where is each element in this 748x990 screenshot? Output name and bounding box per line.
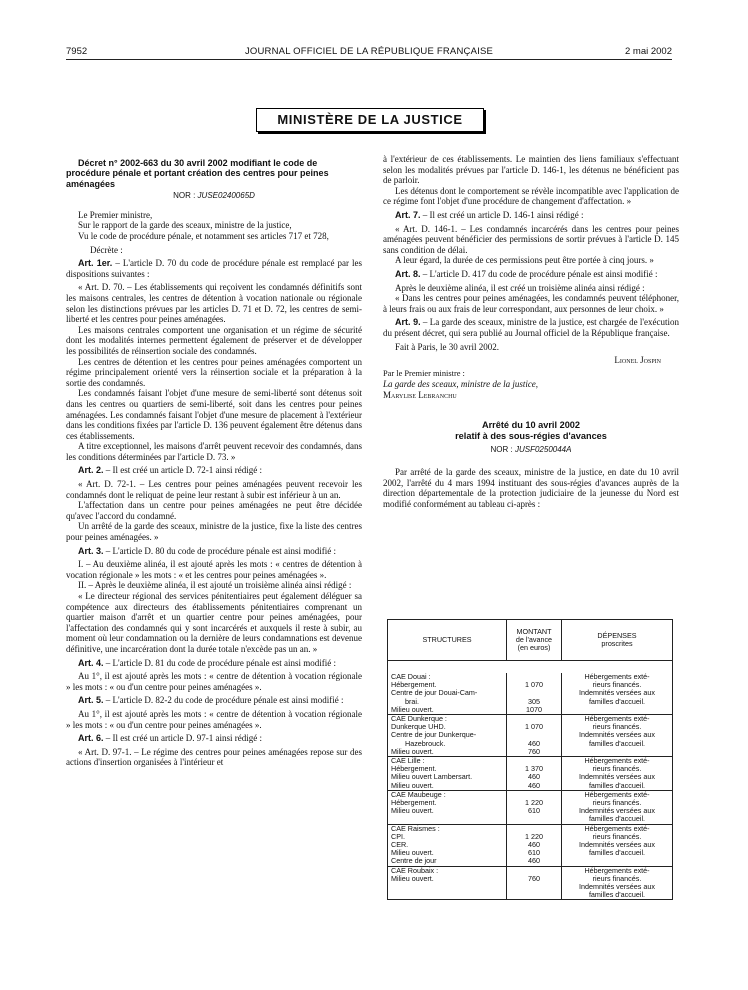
paragraph: Sur le rapport de la garde des sceaux, ministre de la justice,	[78, 220, 292, 231]
col-structures: STRUCTURES	[388, 620, 507, 661]
paragraph: A titre exceptionnel, les maisons d'arrêt peuvent recevoir des condamnés, dans les conditions déterminées par l'article D. 73. »	[66, 441, 362, 462]
paragraph: Au 1°, il est ajouté après les mots : « centre de détention à vocation régionale » les mots : « ou d'un centre pour peines aménagées ».	[66, 708, 362, 730]
page-number: 7952	[66, 46, 88, 57]
paragraph: Un arrêté de la garde des sceaux, ministre de la justice, fixe la liste des centres pour peines aménagées. »	[66, 521, 362, 543]
signatory-role-name: Marylise Lebranchu	[383, 389, 457, 400]
paragraph: Le Premier ministre,	[78, 209, 153, 220]
decree-title: Décret n° 2002-663 du 30 avril 2002 modifiant le code de procédure pénale et portant création des centres pour peines aménagées	[66, 158, 329, 189]
paragraph: « Art. D. 72-1. – Les centres pour peines aménagées peuvent recevoir les condamnés dont le reliquat de peine leur restant à subir est inférieur à un an.	[66, 479, 362, 500]
paragraph: « Dans les centres pour peines aménagées, les condamnés peuvent téléphoner, à leurs frais ou aux frais de leur correspondant, aux personnes de leur choix. »	[383, 293, 679, 314]
table-header-row	[388, 620, 673, 661]
article-4: Art. 4. – L'article D. 81 du code de procédure pénale est ainsi modifié :	[78, 657, 337, 668]
article-6: Art. 6. – Il est créé un article D. 97-1 ainsi rédigé :	[78, 733, 262, 744]
arrete-title: Arrêté du 10 avril 2002 relatif à des sous-régies d'avances	[455, 420, 607, 442]
article-label: Art. 6.	[78, 733, 104, 744]
paragraph: I. – Au deuxième alinéa, il est ajouté après les mots : « centres de détention à vocation régionale » les mots : « et les centres pour peines aménagées ».	[66, 559, 362, 580]
article-5: Art. 5. – L'article D. 82-2 du code de procédure pénale est ainsi modifié :	[78, 695, 344, 706]
place-date: Fait à Paris, le 30 avril 2002.	[395, 341, 499, 352]
article-label: Art. 3.	[78, 545, 104, 556]
subregie-table	[387, 619, 673, 900]
right-column	[383, 154, 679, 510]
table-row: CAE Douai : Hébergement. Centre de jour Douai-Cam- brai. Milieu ouvert. 1 070 305 1070 Hébergements exté- rieurs financés. Indemnités versées aux familles d'accueil.	[388, 673, 673, 715]
paragraph: « Art. D. 146-1. – Les condamnés incarcérés dans les centres pour peines aménagées peuvent bénéficier des permissions de sortir prévues à l'article D. 145 sans condition de délai.	[383, 223, 679, 255]
signatory-par: Par le Premier ministre :	[383, 368, 465, 378]
col-depenses: DÉPENSES proscrites	[562, 620, 673, 661]
article-7: Art. 7. – Il est créé un article D. 146-1 ainsi rédigé :	[395, 209, 584, 220]
left-column	[66, 158, 362, 768]
article-label: Art. 7.	[395, 209, 421, 220]
arrete-nor-code: JUSF0250044A	[514, 444, 572, 454]
paragraph: Vu le code de procédure pénale, et notamment ses articles 717 et 728,	[78, 231, 329, 241]
article-8: Art. 8. – L'article D. 417 du code de procédure pénale est ainsi modifié :	[395, 268, 658, 279]
header-rule	[66, 59, 672, 60]
decree-nor: NOR : JUSE0240065D	[173, 191, 255, 201]
paragraph: Les centres de détention et les centres pour peines aménagées comportent un régime principalement orienté vers la réinsertion sociale et la préparation à la sortie des condamnés.	[66, 356, 362, 388]
article-label: Art. 5.	[78, 695, 104, 706]
table-row: CAE Roubaix : Milieu ouvert. 760 Hébergements exté- rieurs financés. Indemnités versées aux familles d'accueil.	[388, 866, 673, 900]
paragraph: Décrète :	[90, 244, 123, 255]
paragraph: « Art. D. 97-1. – Le régime des centres pour peines aménagées repose sur des actions d'insertion organisées à l'intérieur et	[66, 746, 362, 768]
table-row: CAE Lille : Hébergement. Milieu ouvert Lambersart. Milieu ouvert. 1 370 460 460 Hébergements exté- rieurs financés. Indemnités versées aux familles d'accueil.	[388, 757, 673, 791]
article-9: Art. 9. – La garde des sceaux, ministre de la justice, est chargée de l'exécution du présent décret, qui sera publié au Journal officiel de la République française.	[383, 317, 679, 338]
paragraph: « Le directeur régional des services pénitentiaires peut également déléguer sa compétence aux directeurs des établissements pénitentiaires comprenant un quartier maison d'arrêt et un quartier centre pour peines aménagées, pour l'affectation des condamnés qui y sont incarcérés et auxquels il reste à subir, au moment où leur condamnation ou la dernière de leurs condamnations est devenue définitive, une incarcération dont la durée totale n'excède pas un an. »	[66, 591, 362, 654]
issue-date: 2 mai 2002	[624, 46, 672, 57]
signatory-role: La garde des sceaux, ministre de la justice,	[383, 379, 539, 390]
journal-title: JOURNAL OFFICIEL DE LA RÉPUBLIQUE FRANÇAISE	[244, 46, 494, 57]
article-label: Art. 2.	[78, 465, 104, 476]
col-montant: MONTANT de l'avance (en euros)	[507, 620, 562, 661]
paragraph: Les détenus dont le comportement se révèle incompatible avec l'application de ce régime font l'objet d'une procédure de changement d'affectation. »	[383, 185, 679, 207]
page-header	[66, 46, 672, 60]
article-label: Art. 9.	[395, 317, 421, 328]
paragraph: L'affectation dans un centre pour peines aménagées ne peut être décidée qu'avec l'accord du condamné.	[66, 500, 362, 521]
decree-nor-code: JUSE0240065D	[197, 191, 255, 201]
signatory-name: Lionel Jospin	[614, 355, 661, 366]
article-2: Art. 2. – Il est créé un article D. 72-1 ainsi rédigé :	[78, 465, 262, 476]
paragraph: Les maisons centrales comportent une organisation et un régime de sécurité dont les modalités internes permettent également de préserver et de développer les possibilités de réinsertion sociale des condamnés.	[66, 324, 362, 356]
arrete-nor: NOR : JUSF0250044A	[490, 444, 572, 454]
table-row: CAE Raismes : CPI. CER. Milieu ouvert. Centre de jour 1 220 460 610 460 Hébergements exté- rieurs financés. Indemnités versées aux familles d'accueil.	[388, 824, 673, 866]
paragraph: Les condamnés faisant l'objet d'une mesure de semi-liberté sont détenus soit dans les centres ou quartiers de semi-liberté, soit dans les centres pour peines aménagées. Les condamnés faisant l'objet d'une mesure de placement à l'extérieur dans les conditions fixées par l'article D. 136 peuvent également être détenus dans ces établissements.	[66, 388, 362, 441]
paragraph: Au 1°, il est ajouté après les mots : « centre de détention à vocation régionale » les mots : « ou d'un centre pour peines aménagées ».	[66, 671, 362, 692]
article-3: Art. 3. – L'article D. 80 du code de procédure pénale est ainsi modifié :	[78, 545, 337, 556]
arrete-text: Par arrêté de la garde des sceaux, ministre de la justice, en date du 10 avril 2002, l'arrêté du 4 mars 1994 instituant des sous-régies d'avances auprès de la direction départementale de la protection judiciaire de la jeunesse du Nord est modifié conformément au tableau ci-après :	[383, 467, 679, 510]
ministry-heading: MINISTÈRE DE LA JUSTICE	[256, 108, 484, 132]
article-label: Art. 1er.	[78, 258, 113, 269]
table-row: CAE Dunkerque : Dunkerque UHD. Centre de jour Dunkerque- Hazebrouck. Milieu ouvert. 1 070 460 760 Hébergements exté- rieurs financés. Indemnités versées aux familles d'accueil.	[388, 715, 673, 757]
paragraph: Après le deuxième alinéa, il est créé un troisième alinéa ainsi rédigé :	[395, 282, 645, 293]
paragraph: « Art. D. 70. – Les établissements qui reçoivent les condamnés définitifs sont les maisons centrales, les centres de détention à vocation nationale ou régionale selon les distinctions prévues par les articles D. 71 et D. 72, les centres de semi-liberté et les centres pour peines aménagées.	[66, 282, 362, 325]
table-row: CAE Maubeuge : Hébergement. Milieu ouvert. 1 220 610 Hébergements exté- rieurs financés. Indemnités versées aux familles d'accueil.	[388, 790, 673, 824]
article-label: Art. 8.	[395, 268, 421, 279]
article-1: Art. 1er. – L'article D. 70 du code de procédure pénale est remplacé par les dispositions suivantes :	[66, 258, 362, 279]
paragraph: II. – Après le deuxième alinéa, il est ajouté un troisième alinéa ainsi rédigé :	[78, 580, 352, 591]
paragraph: à l'extérieur de ces établissements. Le maintien des liens familiaux s'effectuant selon les modalités prévues par l'article D. 146-1, les détenus ne bénéficient pas de parloir.	[383, 154, 679, 186]
article-label: Art. 4.	[78, 657, 104, 668]
paragraph: A leur égard, la durée de ces permissions peut être portée à cinq jours. »	[395, 255, 654, 266]
